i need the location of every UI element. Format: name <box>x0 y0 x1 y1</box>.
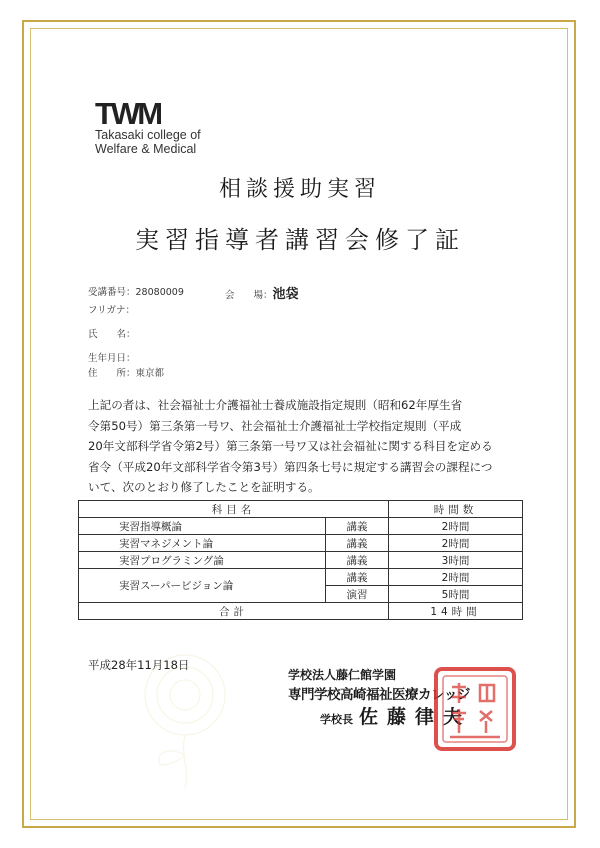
statement-line: 上記の者は、社会福祉士介護福祉士養成施設指定規則（昭和62年厚生省 <box>88 398 463 412</box>
logo-text-line2: Welfare & Medical <box>95 142 197 156</box>
official-seal-stamp <box>432 665 518 753</box>
course-type: 演習 <box>326 586 389 603</box>
issue-date: 平成28年11月18日 <box>88 658 190 672</box>
principal-label: 学校長 <box>320 713 353 726</box>
hours-column-header: 時間数 <box>389 501 523 518</box>
course-hours-table <box>78 500 523 620</box>
course-type: 講義 <box>326 535 389 552</box>
address-value: 東京都 <box>135 368 165 379</box>
course-hours: 2時間 <box>389 535 523 552</box>
rose-watermark <box>120 640 250 790</box>
course-subject: 実習プログラミング論 <box>79 552 326 569</box>
course-subject: 実習スーパービジョン論 <box>79 569 326 603</box>
table-header-row <box>79 501 523 518</box>
school-name: 専門学校高崎福祉医療カレッジ <box>288 687 470 703</box>
course-type: 講義 <box>326 518 389 535</box>
venue-field <box>225 283 299 302</box>
statement-line: 20年文部科学省令第2号）第三条第一号ワ又は社会福祉に関する科目を定める <box>88 439 493 453</box>
certificate-title-line1: 相談援助実習 <box>218 177 381 202</box>
registration-number-value: 28080009 <box>135 287 184 298</box>
furigana-field <box>88 302 135 316</box>
school-corporation-name: 学校法人藤仁館学園 <box>288 668 397 682</box>
table-row <box>79 569 523 586</box>
course-hours: 2時間 <box>389 518 523 535</box>
venue-label: 会 場： <box>225 290 273 301</box>
course-subject: 実習マネジメント論 <box>79 535 326 552</box>
dob-label: 生年月日： <box>88 353 136 364</box>
total-hours: 14時間 <box>389 603 523 620</box>
table-row <box>79 518 523 535</box>
address-field <box>88 365 164 379</box>
table-row <box>79 552 523 569</box>
school-logo <box>95 96 201 156</box>
total-label: 合計 <box>79 603 389 620</box>
certificate-title-line2: 実習指導者講習会修了証 <box>135 226 465 254</box>
address-label: 住 所： <box>88 368 136 379</box>
table-total-row <box>79 603 523 620</box>
course-hours: 5時間 <box>389 586 523 603</box>
subject-column-header: 科目名 <box>79 501 389 518</box>
registration-number-field <box>88 284 184 298</box>
course-hours: 2時間 <box>389 569 523 586</box>
course-subject: 実習指導概論 <box>79 518 326 535</box>
table-row <box>79 535 523 552</box>
course-type: 講義 <box>326 552 389 569</box>
dob-field <box>88 350 136 364</box>
name-label: 氏 名： <box>88 329 136 340</box>
statement-line: 省令（平成20年文部科学省令第3号）第四条七号に規定する講習会の課程につ <box>88 459 493 474</box>
name-field <box>88 326 136 340</box>
furigana-label: フリガナ： <box>88 305 136 316</box>
venue-value: 池袋 <box>272 287 299 302</box>
registration-number-label: 受講番号： <box>88 287 136 298</box>
course-hours: 3時間 <box>389 552 523 569</box>
logo-mark: TWM <box>95 96 161 131</box>
statement-line: いて、次のとおり修了したことを証明する。 <box>88 480 320 494</box>
logo-text-line1: Takasaki college of <box>95 128 201 142</box>
certification-statement <box>88 395 518 498</box>
principal-name: 佐藤律夫 <box>359 706 472 728</box>
course-type: 講義 <box>326 569 389 586</box>
statement-line: 令第50号）第三条第一号ワ、社会福祉士介護福祉士学校指定規則（平成 <box>88 418 462 433</box>
